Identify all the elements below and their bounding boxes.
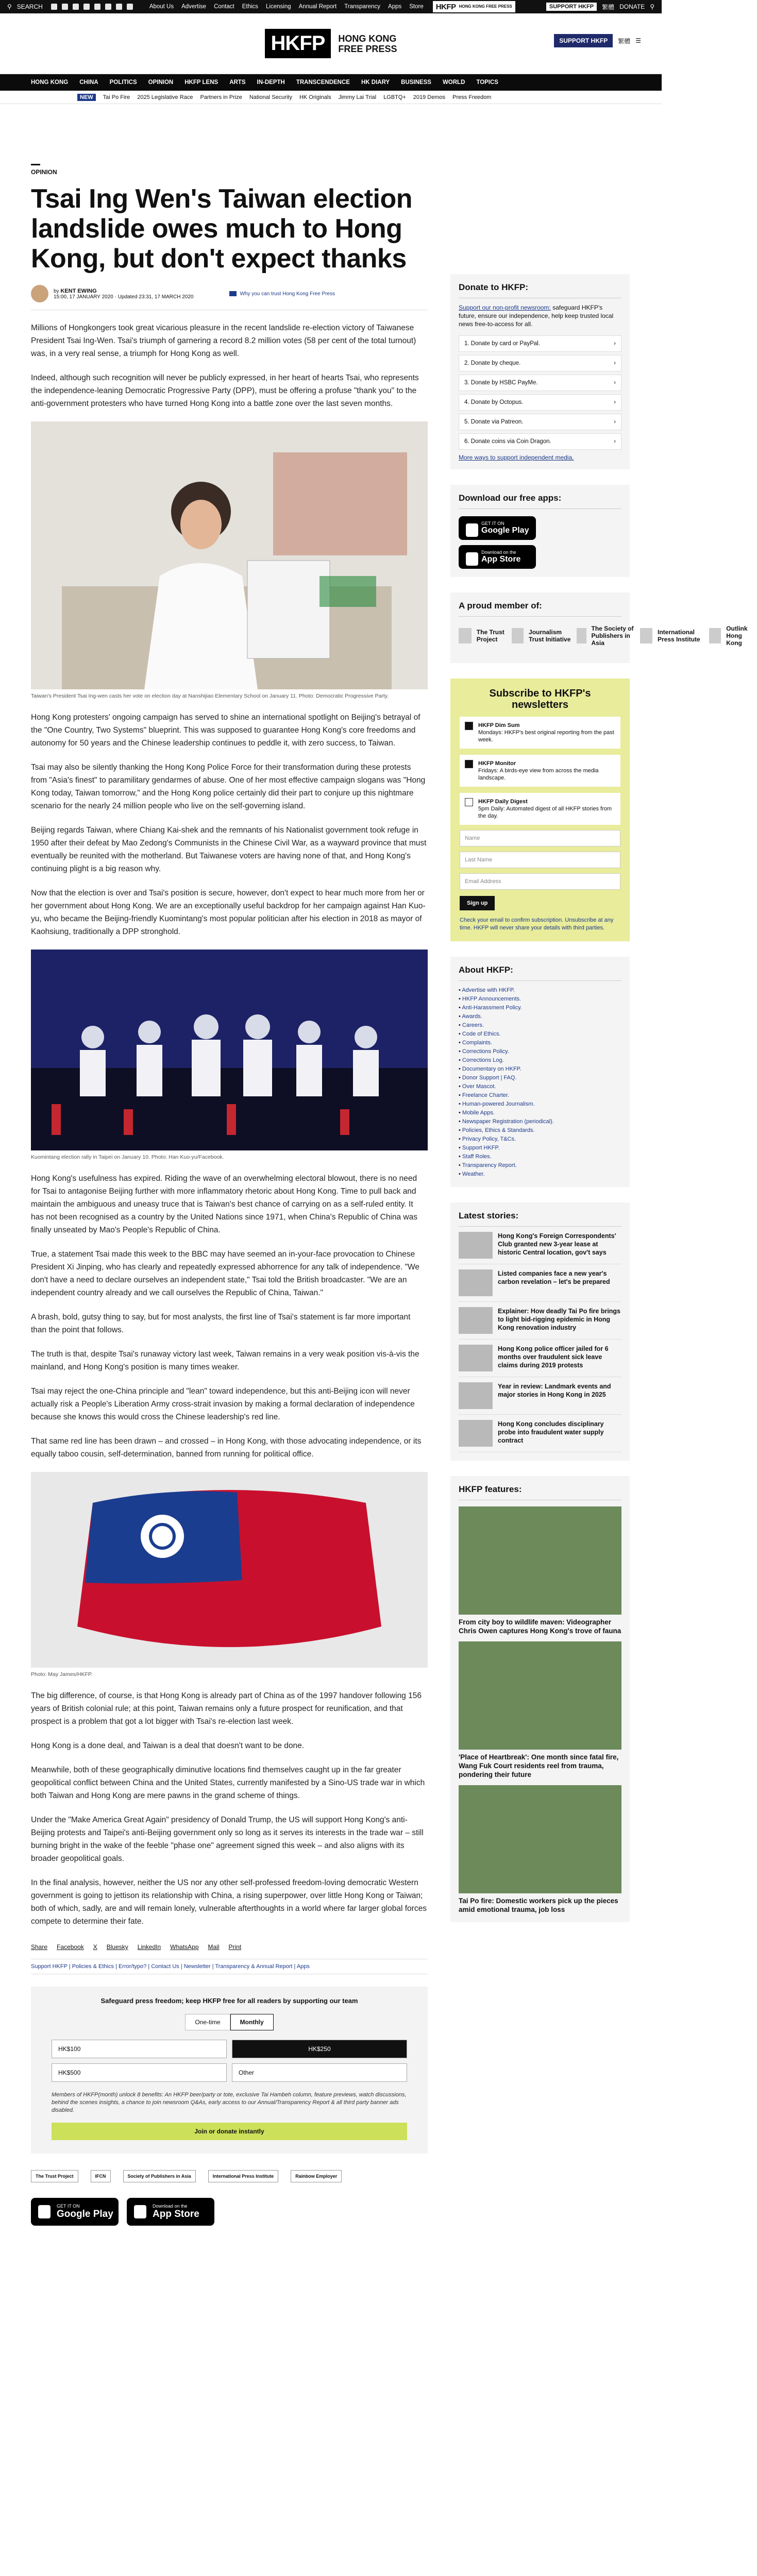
about-link[interactable]: • HKFP Announcements. — [459, 995, 621, 1004]
logo-sopa[interactable]: Society of Publishers in Asia — [123, 2170, 196, 2182]
trust-pill[interactable] — [229, 291, 335, 297]
google-play-button[interactable] — [459, 516, 536, 540]
name-input[interactable]: Name — [460, 830, 620, 846]
about-link[interactable]: • Mobile Apps. — [459, 1109, 621, 1117]
linkedin-icon[interactable] — [94, 4, 100, 10]
top-menu-item[interactable]: Transparency — [344, 4, 381, 10]
latest-story[interactable] — [459, 1227, 621, 1264]
about-link[interactable]: • Human-powered Journalism. — [459, 1100, 621, 1109]
member-logo-icon — [640, 628, 652, 643]
logo-line: FREE PRESS — [338, 43, 397, 54]
member-name: The Society of Publishers in Asia — [591, 625, 634, 647]
subnav-item[interactable]: 2025 Legislative Race — [137, 94, 193, 100]
article-paragraph: Hong Kong is a done deal, and Taiwan is a deal that doesn't want to be done. — [31, 1741, 305, 1750]
amount-option[interactable]: Other — [232, 2063, 407, 2082]
google-play-button[interactable] — [31, 2198, 119, 2226]
more-ways-link[interactable]: More ways to support independent media. — [459, 454, 574, 461]
newsletter-checkbox[interactable] — [465, 760, 473, 768]
story-title[interactable]: Year in review: Landmark events and major stories in Hong Kong in 2025 — [498, 1383, 611, 1398]
story-thumbnail[interactable] — [459, 1269, 493, 1296]
share-links — [31, 1943, 428, 1951]
top-menu — [149, 4, 424, 10]
caption: Taiwan's President Tsai Ing-wen casts her vote on election day at Nanshijiao Elementary School on January 11. Photo: Democratic Progressive Party. — [31, 693, 389, 699]
donate-option-label: 1. Donate by card or PayPal. — [464, 341, 541, 347]
about-link[interactable]: • Code of Ethics. — [459, 1030, 621, 1039]
rss-icon[interactable] — [127, 4, 133, 10]
newsletter-name: HKFP Daily Digest — [478, 799, 528, 805]
threads-icon[interactable] — [116, 4, 122, 10]
top-menu-item[interactable]: Licensing — [266, 4, 291, 10]
site-logo[interactable] — [265, 29, 397, 58]
proud-title: A proud member of: — [459, 601, 621, 617]
nav-item[interactable]: WORLD — [442, 79, 465, 86]
article-paragraph: Meanwhile, both of these geographically diminutive locations find themselves caught up in the far greater geopolitical conflict between China and the United States, currently manifested by a Sino-US trade war in which both Taiwan and Hong Kong are mere pawns in the grand scheme of things. — [31, 1766, 425, 1800]
member-name: Journalism Trust Initiative — [529, 629, 571, 643]
logo-trust-project[interactable]: The Trust Project — [31, 2170, 78, 2182]
latest-widget — [450, 1202, 630, 1461]
share-label[interactable]: Share — [31, 1943, 48, 1951]
member-name: Outlink Hong Kong — [726, 625, 748, 647]
latest-title: Latest stories: — [459, 1211, 621, 1227]
donate-option-label: 4. Donate by Octopus. — [464, 399, 524, 405]
story-thumbnail[interactable] — [459, 1307, 493, 1334]
logo-line: HONG KONG — [338, 33, 397, 44]
article-paragraph: The truth is that, despite Tsai's runaway victory last week, Taiwan remains in a very weak position vis-à-vis the mainland, and Hong Kong's position is many times weaker. — [31, 1350, 419, 1371]
share-print[interactable]: Print — [228, 1943, 242, 1951]
member-item[interactable] — [577, 621, 635, 651]
feature-image[interactable] — [459, 1641, 621, 1750]
donate-option[interactable] — [459, 355, 621, 371]
chevron-right-icon: › — [614, 360, 616, 366]
store-name: App Store — [481, 555, 521, 564]
about-link[interactable]: • Transparency Report. — [459, 1161, 621, 1170]
nav-item[interactable]: BUSINESS — [401, 79, 431, 86]
caption: Kuomintang election rally in Taipei on January 10. Photo: Han Kuo-yu/Facebook. — [31, 1154, 224, 1160]
about-link[interactable]: • Anti-Harassment Policy. — [459, 1004, 621, 1012]
story-title[interactable]: Listed companies face a new year's carbon revelation – let's be prepared — [498, 1270, 610, 1285]
logo-box: HKFP — [265, 29, 331, 58]
donate-option[interactable] — [459, 414, 621, 430]
apps-title: Download our free apps: — [459, 493, 621, 509]
store-small: Download on the — [481, 550, 516, 555]
newsletter-desc: Fridays: A birds-eye view from across the media landscape. — [478, 768, 599, 781]
about-link[interactable]: • Newspaper Registration (periodical). — [459, 1117, 621, 1126]
nav-item[interactable]: CHINA — [79, 79, 98, 86]
story-title[interactable]: Explainer: How deadly Tai Po fire brings to light bid-rigging epidemic in Hong Kong renovation industry — [498, 1308, 621, 1331]
share-x[interactable]: X — [93, 1943, 97, 1951]
last-name-input[interactable]: Last Name — [460, 852, 620, 868]
subnav-item[interactable]: 2019 Demos — [413, 94, 446, 100]
top-menu-item[interactable]: About Us — [149, 4, 174, 10]
store-small: GET IT ON — [57, 2204, 80, 2209]
search-icon[interactable]: ⚲ — [7, 3, 12, 10]
lang-switch[interactable]: 繁體 — [618, 37, 631, 45]
donate-option-label: 5. Donate via Patreon. — [464, 419, 524, 425]
newsletter-desc: Mondays: HKFP's best original reporting from the past week. — [478, 730, 614, 743]
chevron-right-icon: › — [614, 399, 616, 405]
logo-ifcn[interactable]: IFCN — [91, 2170, 111, 2182]
nav-item[interactable]: TRANSCENDENCE — [296, 79, 350, 86]
about-link[interactable]: • Complaints. — [459, 1039, 621, 1047]
app-store-button[interactable] — [127, 2198, 214, 2226]
member-item[interactable] — [709, 621, 757, 651]
photo-kmt-rally[interactable] — [31, 950, 428, 1150]
about-link[interactable]: • Awards. — [459, 1012, 621, 1021]
sidebar — [450, 104, 748, 2226]
top-logo-sub: HONG KONG FREE PRESS — [459, 4, 512, 9]
top-logo[interactable] — [433, 1, 515, 12]
telegram-icon[interactable] — [105, 4, 111, 10]
story-title[interactable]: Hong Kong police officer jailed for 6 months over fraudulent sick leave claims during 2019 protests — [498, 1345, 609, 1369]
features-widget — [450, 1476, 630, 1922]
nav-item[interactable]: HK DIARY — [361, 79, 390, 86]
donate-headline: Safeguard press freedom; keep HKFP free for all readers by supporting our team — [100, 1997, 358, 2005]
trust-pill-label: Why you can trust Hong Kong Free Press — [240, 291, 335, 297]
chevron-right-icon: › — [614, 438, 616, 445]
feature-title[interactable]: 'Place of Heartbreak': One month since fatal fire, Wang Fuk Court residents reel from trauma, pondering their future — [459, 1753, 619, 1778]
newsletter-checkbox[interactable] — [465, 798, 473, 806]
logo-ipi[interactable]: International Press Institute — [208, 2170, 279, 2182]
store-small: Download on the — [153, 2204, 188, 2209]
article-paragraph: Under the "Make America Great Again" presidency of Donald Trump, the US will support Hong Kong's anti-Beijing protests and Taipei's anti-Beijing government only so long as it serves its interests in the trade war – still burning bright in the wake of the feeble "phase one" agreement signed this week – and also aligns with its broader geopolitical goals. — [31, 1816, 424, 1863]
top-menu-item[interactable]: Advertise — [181, 4, 207, 10]
sub-nav — [0, 91, 662, 104]
site-header — [0, 13, 662, 74]
donate-option[interactable] — [459, 335, 621, 352]
by-prefix: by — [54, 288, 59, 294]
chevron-right-icon: › — [614, 380, 616, 386]
facebook-icon[interactable] — [51, 4, 57, 10]
figure — [31, 421, 428, 700]
about-link[interactable]: • Staff Roles. — [459, 1153, 621, 1161]
support-links[interactable]: Support HKFP | Policies & Ethics | Error/typo? | Contact Us | Newsletter | Transparency & Annual Report | Apps — [31, 1959, 428, 1974]
story-title[interactable]: Hong Kong's Foreign Correspondents' Club granted new 3-year lease at historic Central location, gov't says — [498, 1232, 616, 1256]
logo-rainbow[interactable]: Rainbow Employer — [291, 2170, 342, 2182]
donate-note: Members of HKFP(month) unlock 8 benefits: An HKFP beer/party or tote, exclusive Tai Hambeh column, feature previews, watch discussions, behind the scenes insights, a chance to join newsroom Q&As, early access to our Annual/Transparency Report & all third party banner ads disabled. — [52, 2092, 407, 2113]
frequency-toggle — [52, 2014, 407, 2030]
newsletter-widget — [450, 679, 630, 941]
feature-title[interactable]: From city boy to wildlife maven: Videographer Chris Owen captures Hong Kong's trove of fauna — [459, 1618, 621, 1635]
subnav-item[interactable]: Partners in Prize — [200, 94, 242, 100]
story-title[interactable]: Hong Kong concludes disciplinary probe into fraudulent water supply contract — [498, 1420, 604, 1444]
donate-option-label: 3. Donate by HSBC PayMe. — [464, 380, 538, 386]
article-paragraph: Tsai may also be silently thanking the Hong Kong Police Force for their transformation during these protests from "Asia's finest" to paramilitary gendarmes of abuse. One of her most effective campaign slogans was "Hong Kong today, Taiwan tomorrow," and the Hong Kong police certainly did their part to conjure up this nightmare scenario for the nearly 24 million people who live on the self-governing island. — [31, 763, 426, 810]
email-input[interactable]: Email Address — [460, 873, 620, 890]
top-menu-item[interactable]: Apps — [388, 4, 402, 10]
feature-image[interactable] — [459, 1785, 621, 1893]
nav-item[interactable]: HKFP LENS — [184, 79, 218, 86]
toggle-monthly[interactable]: Monthly — [230, 2014, 274, 2030]
subnav-item[interactable]: Tai Po Fire — [103, 94, 130, 100]
story-thumbnail[interactable] — [459, 1232, 493, 1259]
figure — [31, 1472, 428, 1678]
article-paragraph: Tsai may reject the one-China principle and "lean" toward independence, but this anti-Beijing icon will never actually risk a People's Liberation Army cross-strait invasion by making a formal declaration of independence because she knows this would cross the Chinese leadership's red line. — [31, 1387, 415, 1421]
donate-intro: safeguard HKFP's future, ensure our independence, help keep trusted local news free-to-access for all. — [459, 304, 614, 328]
newsletter-name: HKFP Dim Sum — [478, 722, 520, 728]
apps-widget — [450, 485, 630, 577]
subnav-item[interactable]: Press Freedom — [452, 94, 492, 100]
latest-story[interactable] — [459, 1377, 621, 1415]
article-paragraph: The big difference, of course, is that Hong Kong is already part of China as of the 1997 handover following 156 years of British colonial rule; at this point, Taiwan remains only a future prospect for reunification, and that prospect is a problem that got a lot bigger with Tsai's re-election last week. — [31, 1691, 422, 1726]
article-category[interactable]: OPINION — [31, 164, 428, 176]
newsletter-note: Check your email to confirm subscription. Unsubscribe at any time. HKFP will never share your details with third parties. — [460, 917, 614, 931]
nav-item[interactable]: TOPICS — [476, 79, 498, 86]
top-menu-item[interactable]: Ethics — [242, 4, 259, 10]
article — [31, 104, 428, 2226]
donate-title: Donate to HKFP: — [459, 282, 621, 298]
donate-option[interactable] — [459, 394, 621, 411]
about-link[interactable]: • Freelance Charter. — [459, 1091, 621, 1100]
about-link[interactable]: • Advertise with HKFP. — [459, 986, 621, 995]
newsletter-checkbox[interactable] — [465, 722, 473, 730]
article-paragraph: In the final analysis, however, neither the US nor any other self-professed freedom-loving democratic Western government is going to jettison its relationship with China, a rising superpower, over little Hong Kong or Taiwan; both of which, sadly, are and will remain lonely, vulnerable afterthoughts in a world where far larger global forces compete to determine their fate. — [31, 1878, 427, 1926]
member-logo-icon — [459, 628, 472, 643]
member-logo-icon — [577, 628, 586, 643]
feature-card[interactable] — [459, 1785, 621, 1914]
donate-option[interactable] — [459, 375, 621, 391]
about-link[interactable]: • Weather. — [459, 1170, 621, 1179]
newsletter-desc: 5pm Daily: Automated digest of all HKFP stories from the day. — [478, 806, 612, 819]
proud-member-widget — [450, 592, 748, 663]
subnav-item[interactable]: Jimmy Lai Trial — [338, 94, 377, 100]
top-logo-text: HKFP — [435, 2, 456, 11]
about-widget — [450, 957, 630, 1187]
store-name: Google Play — [481, 526, 529, 535]
latest-story[interactable] — [459, 1264, 621, 1302]
share-mail[interactable]: Mail — [208, 1943, 220, 1951]
features-title: HKFP features: — [459, 1484, 621, 1500]
subnav-item[interactable]: National Security — [249, 94, 292, 100]
about-link[interactable]: • Corrections Log. — [459, 1056, 621, 1065]
youtube-icon[interactable] — [83, 4, 90, 10]
toggle-one-time[interactable]: One-time — [185, 2014, 230, 2030]
social-icons — [51, 4, 133, 10]
subnav-item[interactable]: HK Originals — [299, 94, 331, 100]
nav-item[interactable]: ARTS — [229, 79, 246, 86]
amount-option[interactable]: HK$250 — [232, 2040, 407, 2058]
member-name: International Press Institute — [658, 629, 700, 643]
about-link[interactable]: • Careers. — [459, 1021, 621, 1030]
story-thumbnail[interactable] — [459, 1420, 493, 1447]
article-paragraph: That same red line has been drawn – and crossed – in Hong Kong, with those advocating independence, or its equally taboo cousin, self-determination, banned from running for political office. — [31, 1437, 422, 1459]
amount-grid — [52, 2040, 407, 2082]
amount-option[interactable]: HK$100 — [52, 2040, 227, 2058]
article-paragraph: Hong Kong protesters' ongoing campaign has served to shine an international spotlight on Beijing's betrayal of the "One Country, Two Systems" blueprint. This was supposed to guarantee Hong Kong's core freedoms and autonomy for 50 years and the Chinese leadership continues to peddle it, with zero success, to Taiwan. — [31, 713, 420, 748]
newsletter-title: Subscribe to HKFP's newsletters — [489, 688, 591, 710]
share-linkedin[interactable]: LinkedIn — [137, 1943, 161, 1951]
article-paragraph: True, a statement Tsai made this week to the BBC may have seemed an in-your-face provocation to Chinese President Xi Jinping, who has clearly and repeatedly expressed abhorrence for any talk of independence. "We don't have a need to declare ourselves an independent state," Tsai told the British broadcaster. "We are an independent country already and we call ourselves the Republic of China, Taiwan." — [31, 1250, 419, 1297]
amount-option[interactable]: HK$500 — [52, 2063, 227, 2082]
member-item[interactable] — [640, 624, 704, 648]
latest-story[interactable] — [459, 1340, 621, 1377]
caption: Photo: May James/HKFP. — [31, 1671, 93, 1677]
author-avatar[interactable] — [31, 285, 48, 302]
search-icon[interactable]: ⚲ — [650, 3, 654, 10]
member-name: The Trust Project — [476, 629, 504, 643]
chevron-right-icon: › — [614, 341, 616, 347]
top-menu-item[interactable]: Annual Report — [298, 4, 337, 10]
feature-title[interactable]: Tai Po fire: Domestic workers pick up the pieces amid emotional trauma, job loss — [459, 1897, 618, 1913]
trust-icon — [229, 291, 237, 296]
sign-up-button[interactable]: Sign up — [460, 896, 495, 910]
feature-image[interactable] — [459, 1506, 621, 1615]
donate-option-label: 2. Donate by cheque. — [464, 360, 521, 366]
photo-flag-mask[interactable] — [31, 1472, 428, 1668]
newsletter-name: HKFP Monitor — [478, 760, 516, 767]
latest-story[interactable] — [459, 1415, 621, 1452]
member-item[interactable] — [512, 624, 571, 648]
top-menu-item[interactable]: Store — [409, 4, 424, 10]
article-paragraph: Indeed, although such recognition will never be publicly expressed, in her heart of hearts Tsai, who represents the independence-leaning Democratic Progressive Party (DPP), must be offering a profuse "thank you" to the anti-government protesters who have turned Hong Kong into a battle zone over the last seven months. — [31, 374, 419, 408]
article-paragraph: A brash, bold, gutsy thing to say, but for most analysts, the first line of Tsai's statement is far more important than the point that follows. — [31, 1313, 411, 1334]
figure — [31, 950, 428, 1161]
top-menu-item[interactable]: Contact — [214, 4, 234, 10]
about-link[interactable]: • Documentary on HKFP. — [459, 1065, 621, 1074]
member-logos — [31, 2170, 428, 2182]
store-name: Google Play — [57, 2209, 113, 2219]
donate-link[interactable]: DONATE — [619, 3, 645, 10]
instagram-icon[interactable] — [73, 4, 79, 10]
search-link[interactable]: SEARCH — [16, 3, 43, 10]
nav-item[interactable]: IN-DEPTH — [257, 79, 285, 86]
menu-icon[interactable]: ☰ — [635, 37, 641, 44]
article-title: Tsai Ing Wen's Taiwan election landslide owes much to Hong Kong, but don't expect thanks — [31, 184, 412, 274]
lang-switch[interactable]: 繁體 — [602, 3, 615, 11]
top-bar — [0, 0, 662, 13]
nav-item[interactable]: OPINION — [148, 79, 174, 86]
donate-option[interactable] — [459, 433, 621, 450]
top-support-button[interactable]: SUPPORT HKFP — [546, 3, 597, 11]
article-paragraph: Now that the election is over and Tsai's position is secure, however, don't expect to hear much more from her or her government about Hong Kong. We are an exceptionally useful backdrop for her campaign against Han Kuo-yu, who became the Beijing-friendly Kuomintang's most popular politician after his election in 2018 as mayor of Kaohsiung, traditionally a DPP stronghold. — [31, 889, 426, 936]
story-thumbnail[interactable] — [459, 1345, 493, 1371]
member-logo-icon — [512, 628, 524, 643]
about-link[interactable]: • Over Mascot. — [459, 1082, 621, 1091]
byline — [31, 285, 428, 302]
feature-card[interactable] — [459, 1506, 621, 1635]
newsletter-option[interactable] — [460, 755, 620, 787]
latest-story[interactable] — [459, 1302, 621, 1340]
article-paragraph: Millions of Hongkongers took great vicarious pleasure in the recent landslide re-election victory of Taiwanese President Tsai Ing-Wen. Tsai's triumph of garnering a record 8.2 million votes (58 per cent of the total turnout) was, in a very real sense, a triumph for Hong Kong as well. — [31, 324, 416, 358]
photo-tsai-voting[interactable] — [31, 421, 428, 689]
store-small: GET IT ON — [481, 521, 504, 526]
article-paragraph: Hong Kong's usefulness has expired. Riding the wave of an overwhelming electoral blowout, there is no need for Tsai to antagonise Beijing further with more inflammatory rhetoric about Hong Kong. Time to pull back and maintain the ambiguous and uneasy truce that is Taiwan's best chance of carrying on as a self-ruled entity. It has not been recognised as a country by the United Nations since 1971, when China's Republic of China was finally unseated by Mao's People's Republic of China. — [31, 1174, 417, 1234]
about-link[interactable]: • Donor Support | FAQ. — [459, 1074, 621, 1082]
share-bluesky[interactable]: Bluesky — [106, 1943, 128, 1951]
author-name[interactable]: KENT EWING — [60, 287, 97, 294]
feature-card[interactable] — [459, 1641, 621, 1779]
member-logo-icon — [709, 628, 721, 643]
donate-option-label: 6. Donate coins via Coin Dragon. — [464, 438, 551, 445]
nav-item[interactable]: POLITICS — [109, 79, 137, 86]
donate-intro-link[interactable]: Support our non-profit newsroom: — [459, 304, 551, 311]
x-icon[interactable] — [62, 4, 68, 10]
about-link[interactable]: • Privacy Policy, T&Cs. — [459, 1135, 621, 1144]
article-paragraph: Beijing regards Taiwan, where Chiang Kai-shek and the remnants of his Nationalist government took refuge in 1950 after their defeat by Mao Zedong's Communists in the Chinese Civil War, as a wayward province that must eventually be reunited with the motherland. But Taiwanese voters are having none of that, and Hong Kong's continuing plight is a big reason why. — [31, 826, 427, 873]
app-store-links — [31, 2198, 428, 2226]
join-donate-button[interactable]: Join or donate instantly — [52, 2123, 407, 2140]
about-title: About HKFP: — [459, 965, 621, 981]
newsletter-option[interactable] — [460, 717, 620, 749]
main-nav — [0, 74, 662, 91]
nav-item[interactable]: HONG KONG — [31, 79, 69, 86]
subnav-item[interactable]: LGBTQ+ — [383, 94, 406, 100]
store-name: App Store — [153, 2209, 199, 2219]
donate-box — [31, 1987, 428, 2154]
dateline: 15:00, 17 JANUARY 2020 · Updated 23:31, 17 MARCH 2020 — [54, 294, 194, 300]
story-thumbnail[interactable] — [459, 1382, 493, 1409]
new-badge: NEW — [77, 94, 96, 101]
share-facebook[interactable]: Facebook — [57, 1943, 84, 1951]
share-whatsapp[interactable]: WhatsApp — [170, 1943, 199, 1951]
about-link[interactable]: • Policies, Ethics & Standards. — [459, 1126, 621, 1135]
about-link[interactable]: • Corrections Policy. — [459, 1047, 621, 1056]
donate-widget — [450, 274, 630, 469]
member-item[interactable] — [459, 624, 507, 648]
about-link[interactable]: • Support HKFP. — [459, 1144, 621, 1153]
app-store-button[interactable] — [459, 545, 536, 569]
chevron-right-icon: › — [614, 419, 616, 425]
newsletter-option[interactable] — [460, 793, 620, 825]
header-support-button[interactable]: SUPPORT HKFP — [554, 34, 613, 47]
